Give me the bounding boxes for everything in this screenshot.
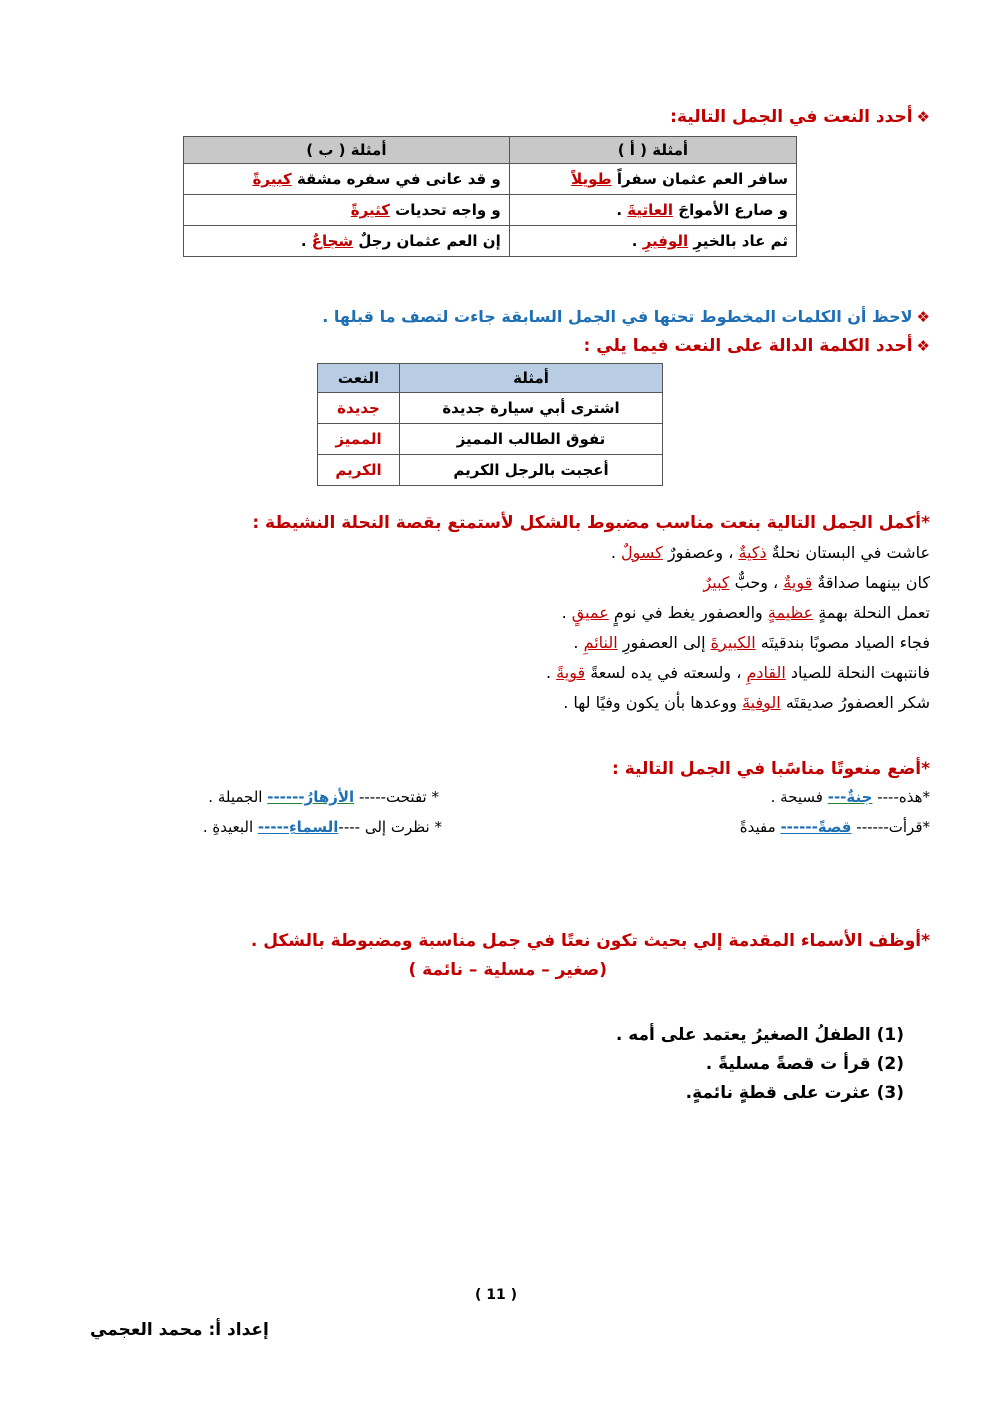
section1-heading: ❖أحدد النعت في الجمل التالية: <box>670 107 930 127</box>
diamond-bullet-icon: ❖ <box>916 308 930 326</box>
table-row <box>318 393 663 424</box>
adjective-identify-table <box>317 363 663 486</box>
fill-item: *هذه---- جنةٌ--- فسيحة . <box>770 788 930 806</box>
fill-item: * نظرت إلى ----السماءِ----- البعيدةِ . <box>202 818 442 836</box>
table-row <box>184 164 797 195</box>
col-b-header: أمثلة ( ب ) <box>184 137 510 164</box>
note-line: ❖لاحظ أن الكلمات المخطوط تحتها في الجمل السابقة جاءت لتصف ما قبلها . <box>322 307 930 326</box>
cell-b: إن العم عثمان رجلٌ شجاعٌ . <box>184 226 510 257</box>
table-row <box>184 195 797 226</box>
answer-item: (2) قرأ ت قصةً مسليةً . <box>705 1054 904 1074</box>
example-cell: اشترى أبي سيارة جديدة <box>400 393 663 424</box>
fill-item: *قرأت------ قصةً------ مفيدةً <box>739 818 930 836</box>
section2-heading: ❖أحدد الكلمة الدالة على النعت فيما يلي : <box>583 336 930 356</box>
adjective-cell: جديدة <box>318 393 400 424</box>
diamond-bullet-icon: ❖ <box>916 108 930 126</box>
diamond-bullet-icon: ❖ <box>916 337 930 355</box>
section3-heading: *أكمل الجمل التالية بنعت مناسب مضبوط بالشكل لأستمتع بقصة النحلة النشيطة : <box>252 513 930 533</box>
story-line: كان بينهما صداقةٌ قويةٌ ، وحبٌّ كبيرٌ <box>703 573 930 592</box>
section4-heading: *أضع منعوتًا مناسًبا في الجمل التالية : <box>612 759 930 779</box>
table-row <box>318 455 663 486</box>
cell-b: و واجه تحديات كثيرةً <box>184 195 510 226</box>
table-row <box>318 424 663 455</box>
cell-b: و قد عانى في سفره مشقة كبيرةً <box>184 164 510 195</box>
adjective-cell: المميز <box>318 424 400 455</box>
example-cell: تفوق الطالب المميز <box>400 424 663 455</box>
example-cell: أعجبت بالرجل الكريم <box>400 455 663 486</box>
story-line: شكر العصفورُ صديقتَه الوفيةَ ووعدها بأن يكون وفيًا لها . <box>563 693 930 712</box>
page-number: ( 11 ) <box>474 1287 518 1303</box>
cell-a: سافر العم عثمان سفراً طويلاً <box>509 164 796 195</box>
story-line: فجاء الصياد مصوبًا بندقيتَه الكبيرةَ إلى العصفورِ النائمِ . <box>573 633 930 652</box>
given-words: (صغير – مسلية – نائمة ) <box>408 960 607 980</box>
adjective-cell: الكريم <box>318 455 400 486</box>
story-line: عاشت في البستان نحلةٌ ذكيةٌ ، وعصفورٌ كسولٌ . <box>610 543 930 562</box>
author-credit: إعداد أ: محمد العجمي <box>90 1320 269 1340</box>
answer-item: (1) الطفلُ الصغيرُ يعتمد على أمه . <box>615 1025 904 1045</box>
table-row <box>184 226 797 257</box>
cell-a: و صارع الأمواجَ العاتيةَ . <box>509 195 796 226</box>
fill-item: * تفتحت----- الأزهارُ------ الجميلة . <box>208 788 439 806</box>
example-header: أمثلة <box>400 364 663 393</box>
section5-heading: *أوظف الأسماء المقدمة إلي بحيث تكون نعتًا في جمل مناسبة ومضبوطة بالشكل . <box>250 931 930 951</box>
answer-item: (3) عثرت على قطةٍ نائمةٍ. <box>685 1083 904 1103</box>
story-line: تعمل النحلة بهمةٍ عظيمةٍ والعصفور يغط في نومٍ عميقٍ . <box>561 603 930 622</box>
cell-a: ثم عاد بالخيرِ الوفيرِ . <box>509 226 796 257</box>
col-a-header: أمثلة ( أ ) <box>509 137 796 164</box>
adjective-examples-table <box>183 136 797 257</box>
story-line: فانتبهت النحلة للصياد القادمِ ، ولسعته في يده لسعةً قويةً . <box>546 663 930 682</box>
adjective-header: النعت <box>318 364 400 393</box>
